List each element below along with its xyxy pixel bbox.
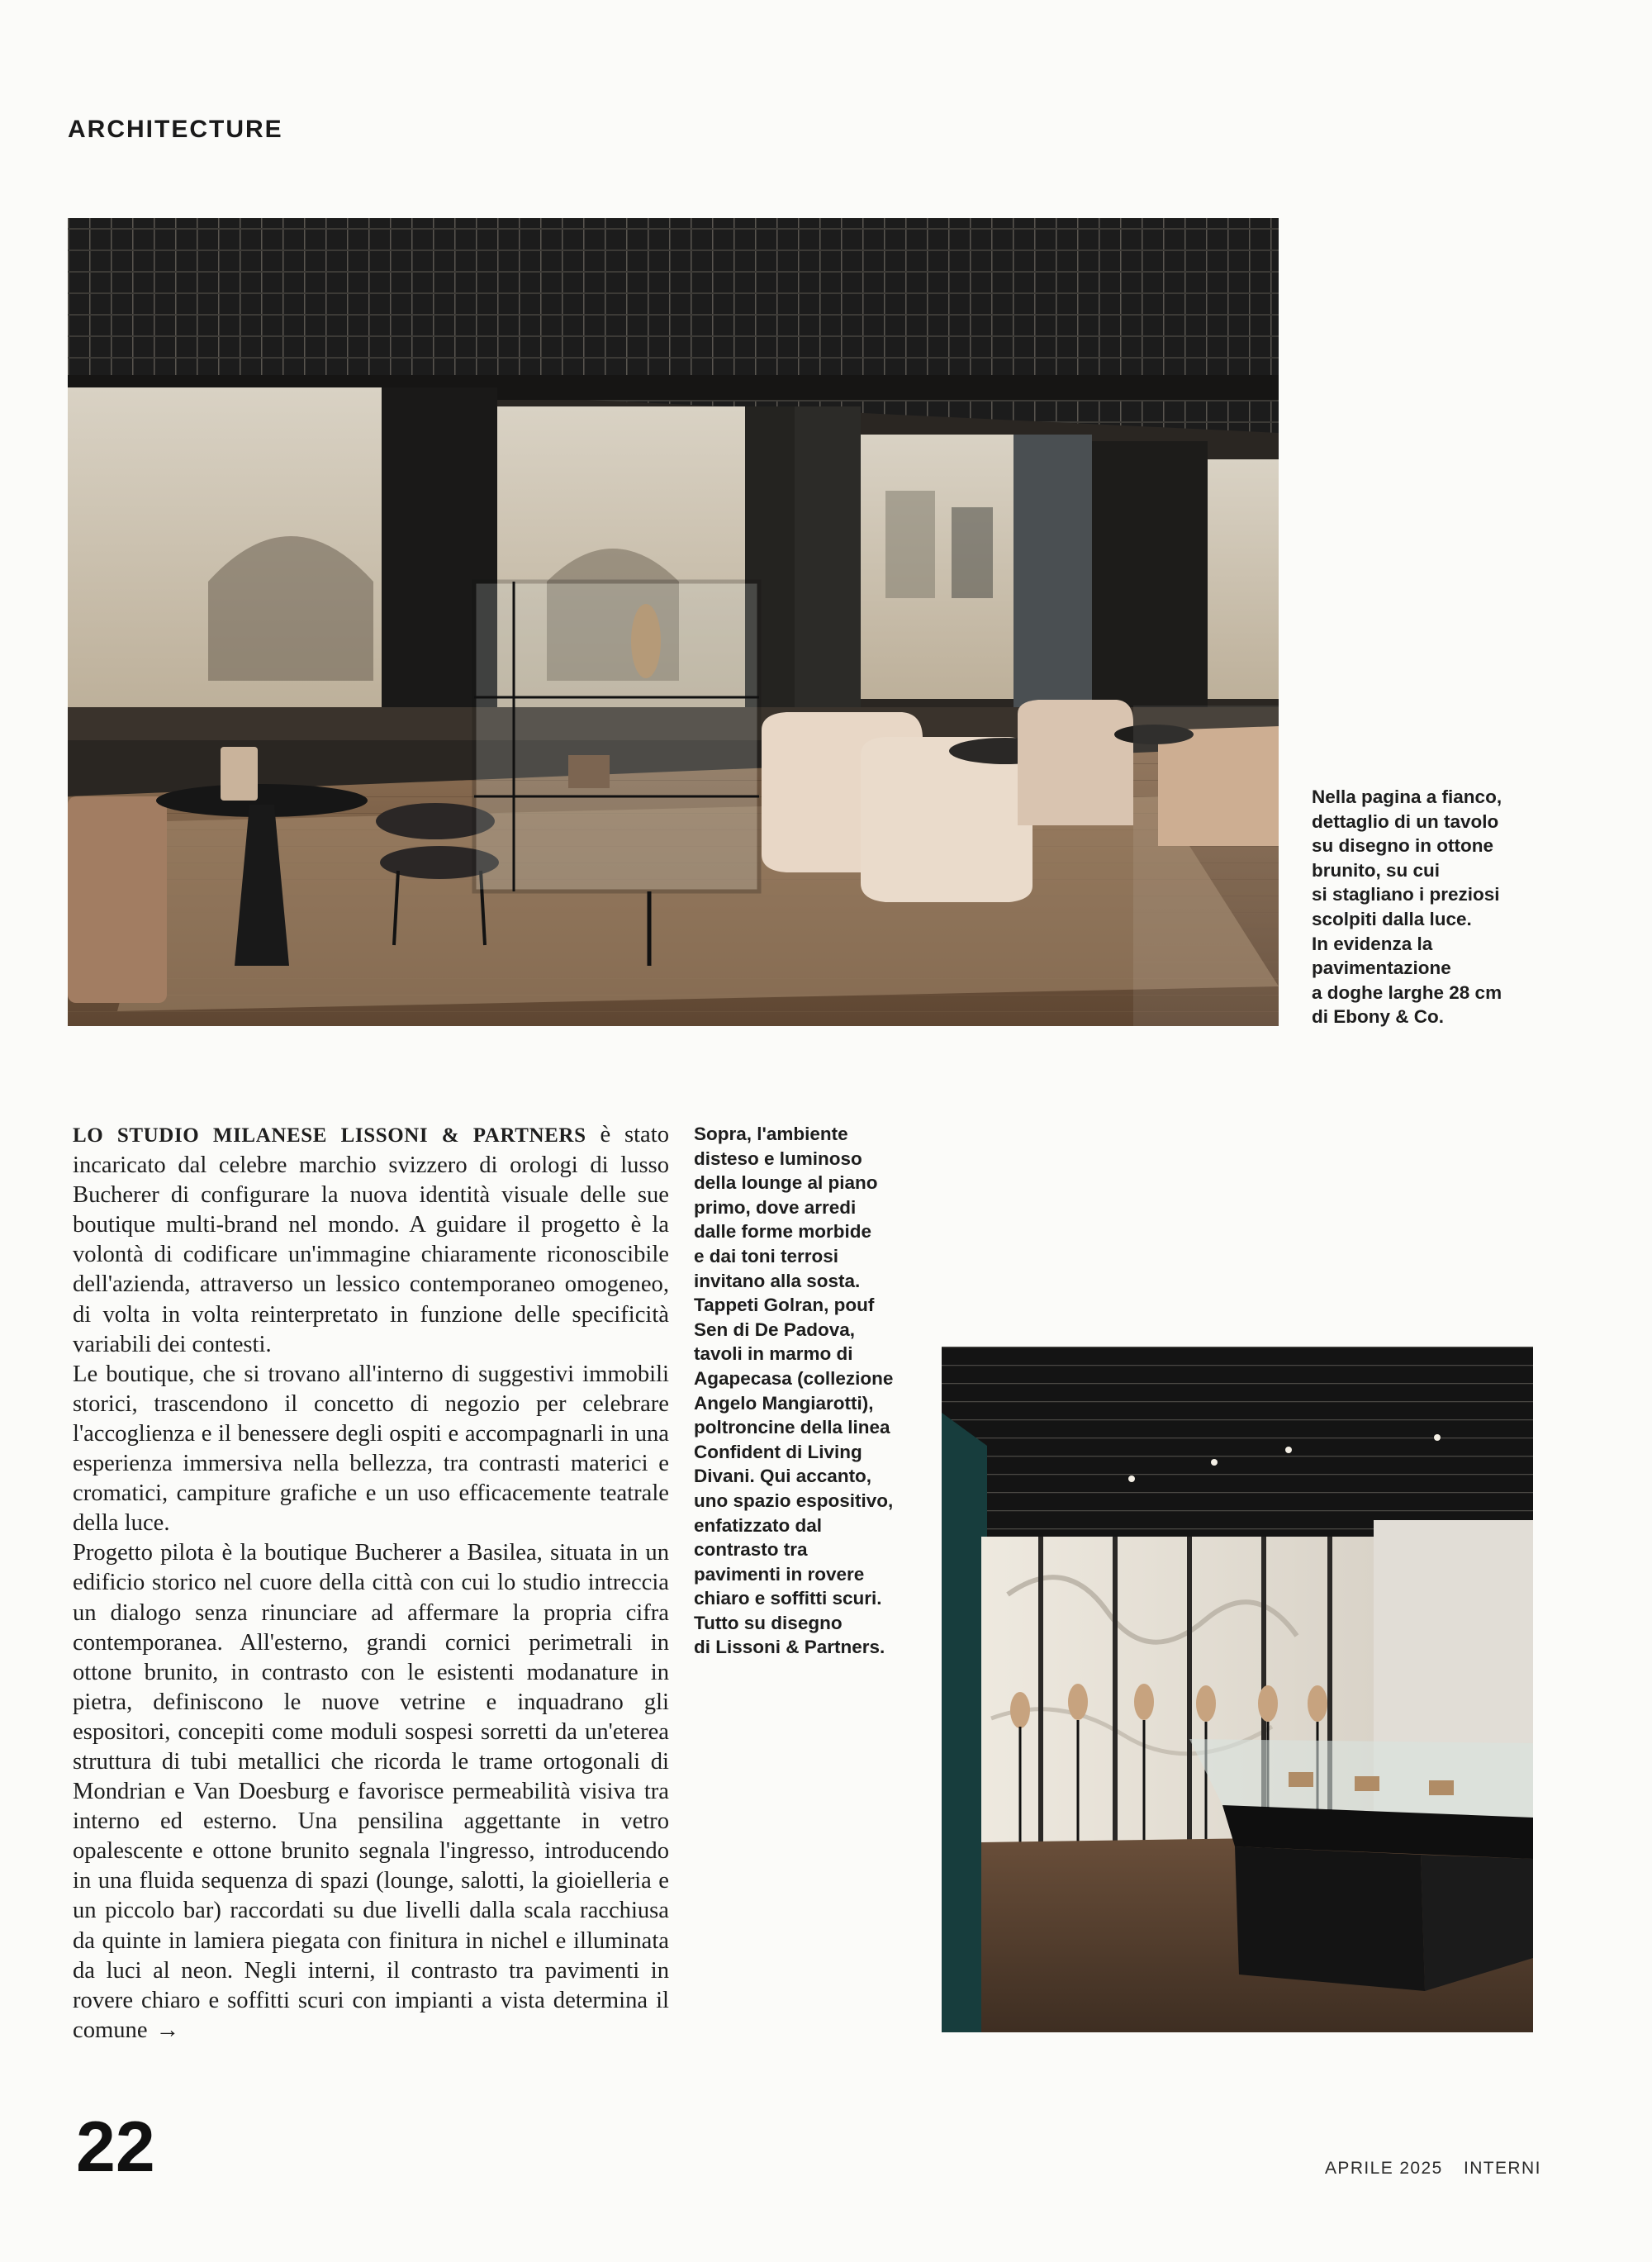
- caption-line: brunito, su cui: [1312, 859, 1440, 881]
- display-photo-drawing: [942, 1347, 1533, 2032]
- caption-line: Confident di Living: [694, 1441, 862, 1462]
- side-caption: [1312, 785, 1559, 1029]
- caption-line: Angelo Mangiarotti),: [694, 1392, 874, 1414]
- issue-date: APRILE 2025: [1325, 2159, 1443, 2178]
- caption-line: scolpiti dalla luce.: [1312, 908, 1472, 929]
- lounge-photo-drawing: [68, 218, 1279, 1026]
- caption-line: della lounge al piano: [694, 1172, 878, 1194]
- article-text: Progetto pilota è la boutique Bucherer a Basilea, situata in un edificio storico nel cuore della città con cui lo studio intreccia un dialogo senza rinunciare ad affermare la propria cifra contemporanea. All'esterno, grandi cornici perimetrali in ottone brunito, in contrasto con le esistenti modanature in pietra, definiscono le nuove vetrine e inquadrano gli espositori, concepiti come moduli sospesi sorretti da un'eterea struttura di tubi metallici che ricorda le trame ortogonali di Mondrian e Van Doesburg e favorisce permeabilità visiva tra interno ed esterno. Una pensilina aggettante in vetro opalescente e ottone brunito segnala l'ingresso, introducendo in una fluida sequenza di spazi (lounge, salotti, la gioielleria e un piccolo bar) raccordati su due livelli dalla scala racchiusa da quinte in lamiera piegata con finitura in nichel e illuminata da luci al neon. Negli interni, il contrasto tra pavimenti in rovere chiaro e soffitti scuri con impianti a vista determina il comune: [73, 1540, 669, 2043]
- caption-line: Sen di De Padova,: [694, 1319, 856, 1340]
- caption-line: contrasto tra: [694, 1539, 808, 1561]
- article-text: è stato incaricato dal celebre marchio svizzero di orologi di lusso Bucherer di configurare la nuova identità visuale delle sue boutique multi-brand nel mondo. A guidare il progetto è la volontà di codificare un'immagine chiaramente riconoscibile dell'azienda, attraverso un lessico contemporaneo omogeneo, di volta in volta reinterpretato in funzione delle specificità variabili dei contesti.: [73, 1122, 669, 1357]
- caption-line: poltroncine della linea: [694, 1417, 890, 1438]
- caption-line: di Lissoni & Partners.: [694, 1637, 885, 1658]
- caption-line: a doghe larghe 28 cm: [1312, 981, 1502, 1003]
- caption-line: su disegno in ottone: [1312, 835, 1493, 857]
- section-label: ARCHITECTURE: [68, 116, 283, 143]
- caption-line: disteso e luminoso: [694, 1148, 862, 1169]
- caption-line: Tappeti Golran, pouf: [694, 1295, 875, 1316]
- page-number: 22: [76, 2108, 155, 2187]
- display-space-photo: [942, 1347, 1533, 2032]
- caption-line: Tutto su disegno: [694, 1612, 843, 1633]
- article-paragraph-2: Le boutique, che si trovano all'interno di suggestivi immobili storici, trascendono il concetto di negozio per celebrare l'accoglienza e il benessere degli ospiti e accompagnarli in una esperienza immersiva nella bellezza, tra contrasti materici e cromatici, campiture grafiche e un uso efficacemente teatrale della luce.: [73, 1361, 669, 1537]
- caption-line: Divani. Qui accanto,: [694, 1466, 872, 1487]
- caption-line: si stagliano i preziosi: [1312, 884, 1500, 905]
- article-paragraph-1: [73, 1120, 669, 1360]
- caption-line: enfatizzato dal: [694, 1514, 823, 1536]
- caption-line: Sopra, l'ambiente: [694, 1124, 848, 1144]
- lounge-photo: [68, 218, 1279, 1026]
- main-caption: [694, 1122, 933, 1660]
- caption-line: di Ebony & Co.: [1312, 1006, 1444, 1028]
- caption-line: tavoli in marmo di: [694, 1343, 853, 1365]
- caption-line: chiaro e soffitti scuri.: [694, 1588, 882, 1609]
- magazine-name: INTERNI: [1464, 2159, 1541, 2178]
- caption-line: uno spazio espositivo,: [694, 1490, 894, 1511]
- article-body: [73, 1120, 669, 2046]
- caption-line: pavimenti in rovere: [694, 1563, 865, 1585]
- caption-line: pavimentazione: [1312, 958, 1451, 979]
- caption-line: dalle forme morbide: [694, 1221, 872, 1243]
- caption-line: primo, dove arredi: [694, 1196, 857, 1218]
- article-paragraph-3: [73, 1538, 669, 2046]
- continue-arrow-icon: →: [155, 2017, 180, 2043]
- caption-line: Agapecasa (collezione: [694, 1367, 894, 1389]
- caption-line: e dai toni terrosi: [694, 1245, 839, 1266]
- caption-line: Nella pagina a fianco,: [1312, 786, 1502, 807]
- article-lead: LO STUDIO MILANESE LISSONI & PARTNERS: [73, 1124, 586, 1147]
- caption-line: invitano alla sosta.: [694, 1270, 861, 1291]
- caption-line: In evidenza la: [1312, 933, 1433, 954]
- caption-line: dettaglio di un tavolo: [1312, 810, 1499, 832]
